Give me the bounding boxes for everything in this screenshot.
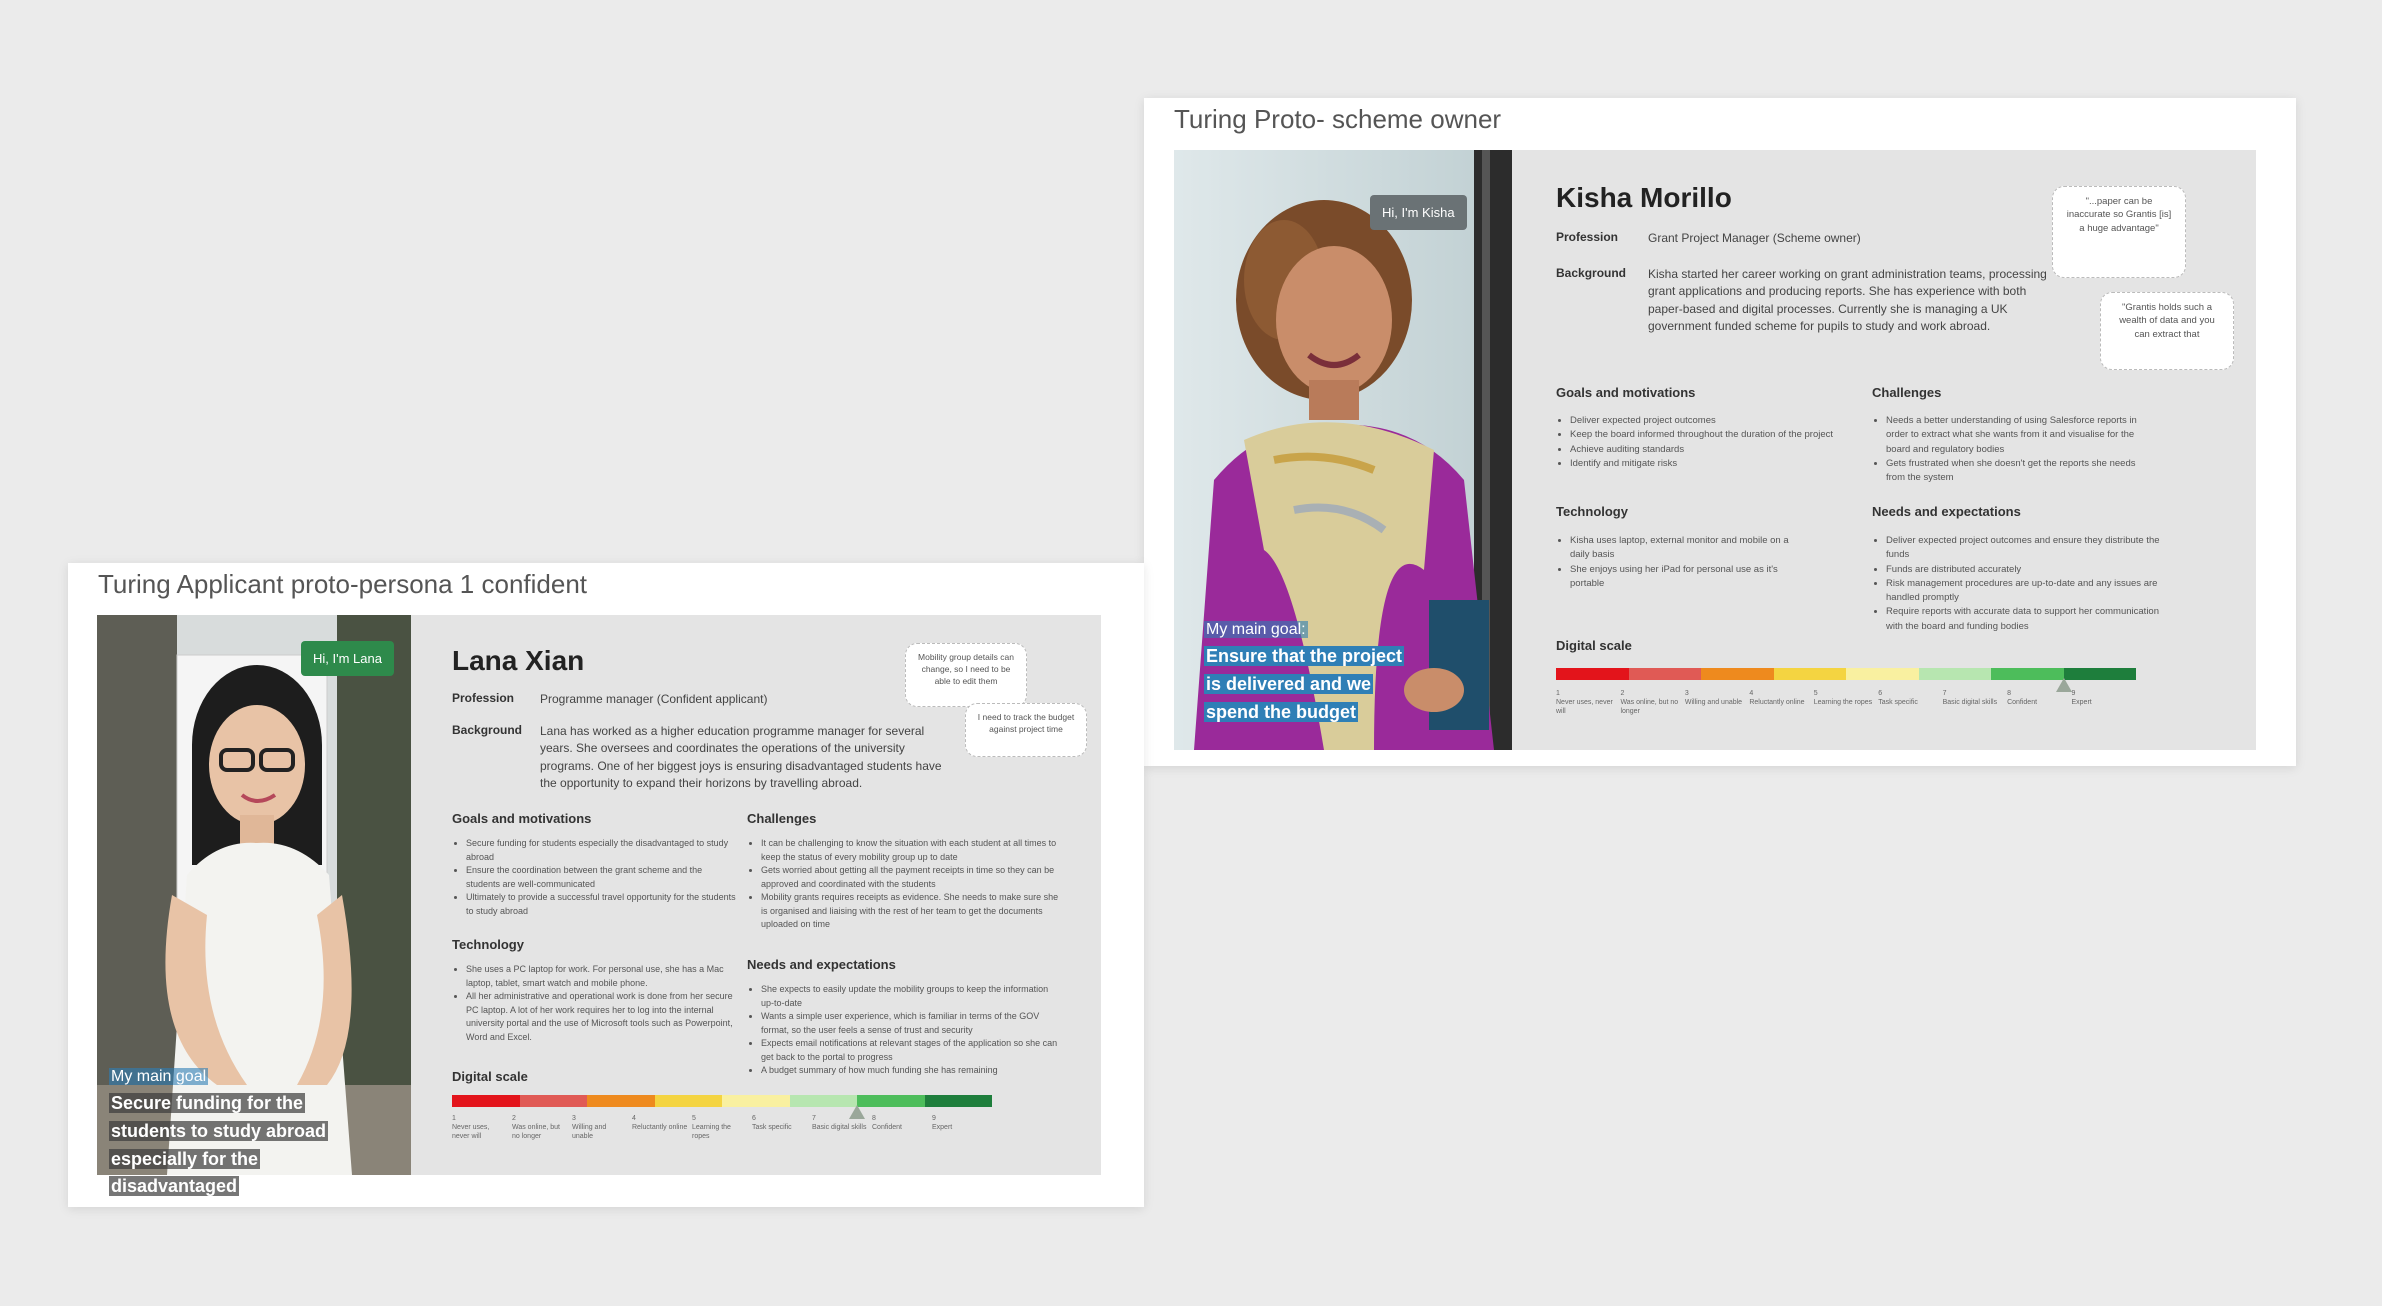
scale-segment [1846,668,1919,680]
scale-label: 2 Was online, but no longer [1620,690,1679,715]
scale-label: 7 Basic digital skills [812,1115,867,1131]
list-item: • Gets worried about getting all the payment receipts in time so they can be approved and coordinated with the students [761,864,1061,891]
greeting-bubble [301,641,394,676]
scale-level-marker [2056,666,2072,692]
scale-segment [1629,668,1702,680]
challenges-heading: Challenges [747,811,817,826]
background-value: Kisha started her career working on grant administration teams, processing grant applications and producing reports. She has experience with both paper-based and digital processes. Currently she is managing a UK government funded scheme for pupils to study and work abroad. [1648,267,2047,334]
persona-photo [1174,150,1512,750]
goal-text: Secure funding for the students to study abroad especially for the disadvantaged [111,1092,327,1197]
background-row [1556,266,2056,366]
scale-label: 8 Confident [2007,690,2038,706]
digital-scale-bar [1556,668,2136,680]
scale-segment [587,1095,655,1107]
list-item: • Wants a simple user experience, which is familiar in terms of the GOV format, so the user feels a sense of trust and security [761,1010,1061,1037]
scale-label: 3 Willing and unable [1684,690,1743,706]
scale-label: 5 Learning the ropes [692,1115,731,1140]
challenges-heading: Challenges [1872,385,1942,400]
persona-frame-scheme-owner[interactable] [1144,98,2296,766]
digital-scale-labels [452,1115,992,1141]
list-item: • Needs a better understanding of using Salesforce reports in order to extract what she wants from it and visualise for the board and regulatory bodies [1886,414,2156,457]
frame-title: Turing Applicant proto-persona 1 confident [98,569,588,599]
scale-segment [655,1095,723,1107]
list-item: • Keep the board informed throughout the duration of the project [1570,428,1860,442]
goals-list [452,837,736,918]
technology-heading: Technology [452,937,524,952]
scale-label: 4 Reluctantly online [632,1115,688,1131]
list-item: • Kisha uses laptop, external monitor and mobile on a daily basis [1570,534,1800,563]
scale-segment [1701,668,1774,680]
persona-name: Kisha Morillo [1556,182,1732,213]
background-value: Lana has worked as a higher education programme manager for several years. She oversees and coordinates the operations of the university programs. One of her biggest joys is ensuring disadvantaged students have the opportunity to expand their horizons by travelling abroad. [540,724,942,791]
list-item: • Secure funding for students especially the disadvantaged to study abroad [466,837,736,864]
scale-segment [2064,668,2137,680]
greeting-bubble [1370,195,1467,230]
scale-segment [722,1095,790,1107]
technology-list [1556,534,1800,591]
scale-segment [925,1095,993,1107]
scale-label: 3 Willing and unable [572,1115,607,1140]
scale-segment [1774,668,1847,680]
persona-frame-applicant[interactable] [68,563,1144,1207]
challenges-list [747,837,1061,932]
background-row [452,723,972,803]
list-item: • Risk management procedures are up-to-date and any issues are handled promptly [1886,577,2176,606]
profession-value: Grant Project Manager (Scheme owner) [1648,231,1861,245]
technology-list [452,963,736,1044]
profession-row [452,691,932,711]
list-item: • All her administrative and operational work is done from her secure PC laptop. A lot of her work requires her to log into the internal university portal and the use of Microsoft tools such as Powerpoint, Word and Excel. [466,990,736,1044]
scale-label: 5 Learning the ropes [1813,690,1873,706]
list-item: • Expects email notifications at relevant stages of the application so she can get back to the portal to progress [761,1037,1061,1064]
scale-label: 6 Task specific [1878,690,1918,706]
needs-list [1872,534,2176,634]
list-item: • She expects to easily update the mobility groups to keep the information up-to-date [761,983,1061,1010]
goals-list [1556,414,1860,471]
needs-heading: Needs and expectations [747,957,896,972]
scale-segment [1919,668,1992,680]
list-item: • Deliver expected project outcomes [1570,414,1860,428]
digital-scale-heading: Digital scale [1556,638,1632,653]
main-goal [109,1065,359,1201]
frame-title: Turing Proto- scheme owner [1174,104,1502,134]
list-item: • Deliver expected project outcomes and ensure they distribute the funds [1886,534,2176,563]
needs-heading: Needs and expectations [1872,504,2021,519]
scale-segment [857,1095,925,1107]
list-item: • Mobility grants requires receipts as evidence. She needs to make sure she is organised and liaising with the rest of her team to get the documents uploaded on time [761,891,1061,932]
scale-label: 9 Expert [932,1115,953,1131]
scale-label: 1 Never uses, never will [452,1115,490,1140]
main-goal [1204,618,1419,726]
scale-segment [790,1095,858,1107]
profession-value: Programme manager (Confident applicant) [540,692,768,706]
list-item: • A budget summary of how much funding she has remaining [761,1064,1061,1078]
quote-bubble-2: I need to track the budget against project time [965,703,1087,757]
scale-label: 9 Expert [2071,690,2092,706]
list-item: • She enjoys using her iPad for personal use as it's portable [1570,563,1800,592]
quote-bubble-2: "Grantis holds such a wealth of data and you can extract that [2100,292,2234,370]
persona-card [97,615,1101,1197]
persona-name: Lana Xian [452,645,585,676]
profession-label: Profession [452,691,515,705]
list-item: • She uses a PC laptop for work. For personal use, she has a Mac laptop, tablet, smart watch and mobile phone. [466,963,736,990]
persona-photo [97,615,411,1197]
list-item: • Gets frustrated when she doesn't get the reports she needs from the system [1886,457,2156,486]
background-label: Background [452,723,523,737]
digital-scale-bar [452,1095,992,1107]
list-item: • Ultimately to provide a successful travel opportunity for the students to study abroad [466,891,736,918]
goal-text: Ensure that the project is delivered and we spend the budget [1206,645,1403,722]
quote-bubble-1: "...paper can be inaccurate so Grantis [is] a huge advantage" [2052,186,2186,278]
digital-scale-heading: Digital scale [452,1069,528,1084]
greeting-text: Hi, I'm Kisha [1382,205,1455,220]
persona-card [1174,150,2256,750]
list-item: • Identify and mitigate risks [1570,457,1860,471]
goals-heading: Goals and motivations [452,811,592,826]
challenges-list [1872,414,2156,485]
needs-list [747,983,1061,1078]
list-item: • It can be challenging to know the situation with each student at all times to keep the status of every mobility group up to date [761,837,1061,864]
list-item: • Funds are distributed accurately [1886,563,2176,577]
profession-row [1556,230,2056,250]
technology-heading: Technology [1556,504,1628,519]
scale-label: 7 Basic digital skills [1942,690,1998,706]
goal-label: My main goal [111,1068,207,1085]
scale-segment [1556,668,1629,680]
digital-scale-labels [1556,690,2136,716]
list-item: • Require reports with accurate data to support her communication with the board and funding bodies [1886,605,2176,634]
background-label: Background [1556,266,1627,280]
scale-segment [452,1095,520,1107]
greeting-text: Hi, I'm Lana [313,651,382,666]
scale-label: 8 Confident [872,1115,902,1131]
scale-label: 6 Task specific [752,1115,792,1131]
goal-label: My main goal: [1206,621,1306,638]
scale-label: 2 Was online, but no longer [512,1115,560,1140]
scale-segment [1991,668,2064,680]
profession-label: Profession [1556,230,1619,244]
list-item: • Achieve auditing standards [1570,443,1860,457]
scale-segment [520,1095,588,1107]
goals-heading: Goals and motivations [1556,385,1696,400]
scale-label: 1 Never uses, never will [1556,690,1613,715]
scale-label: 4 Reluctantly online [1749,690,1805,706]
quote-bubble-1: Mobility group details can change, so I need to be able to edit them [905,643,1027,707]
list-item: • Ensure the coordination between the grant scheme and the students are well-communicated [466,864,736,891]
